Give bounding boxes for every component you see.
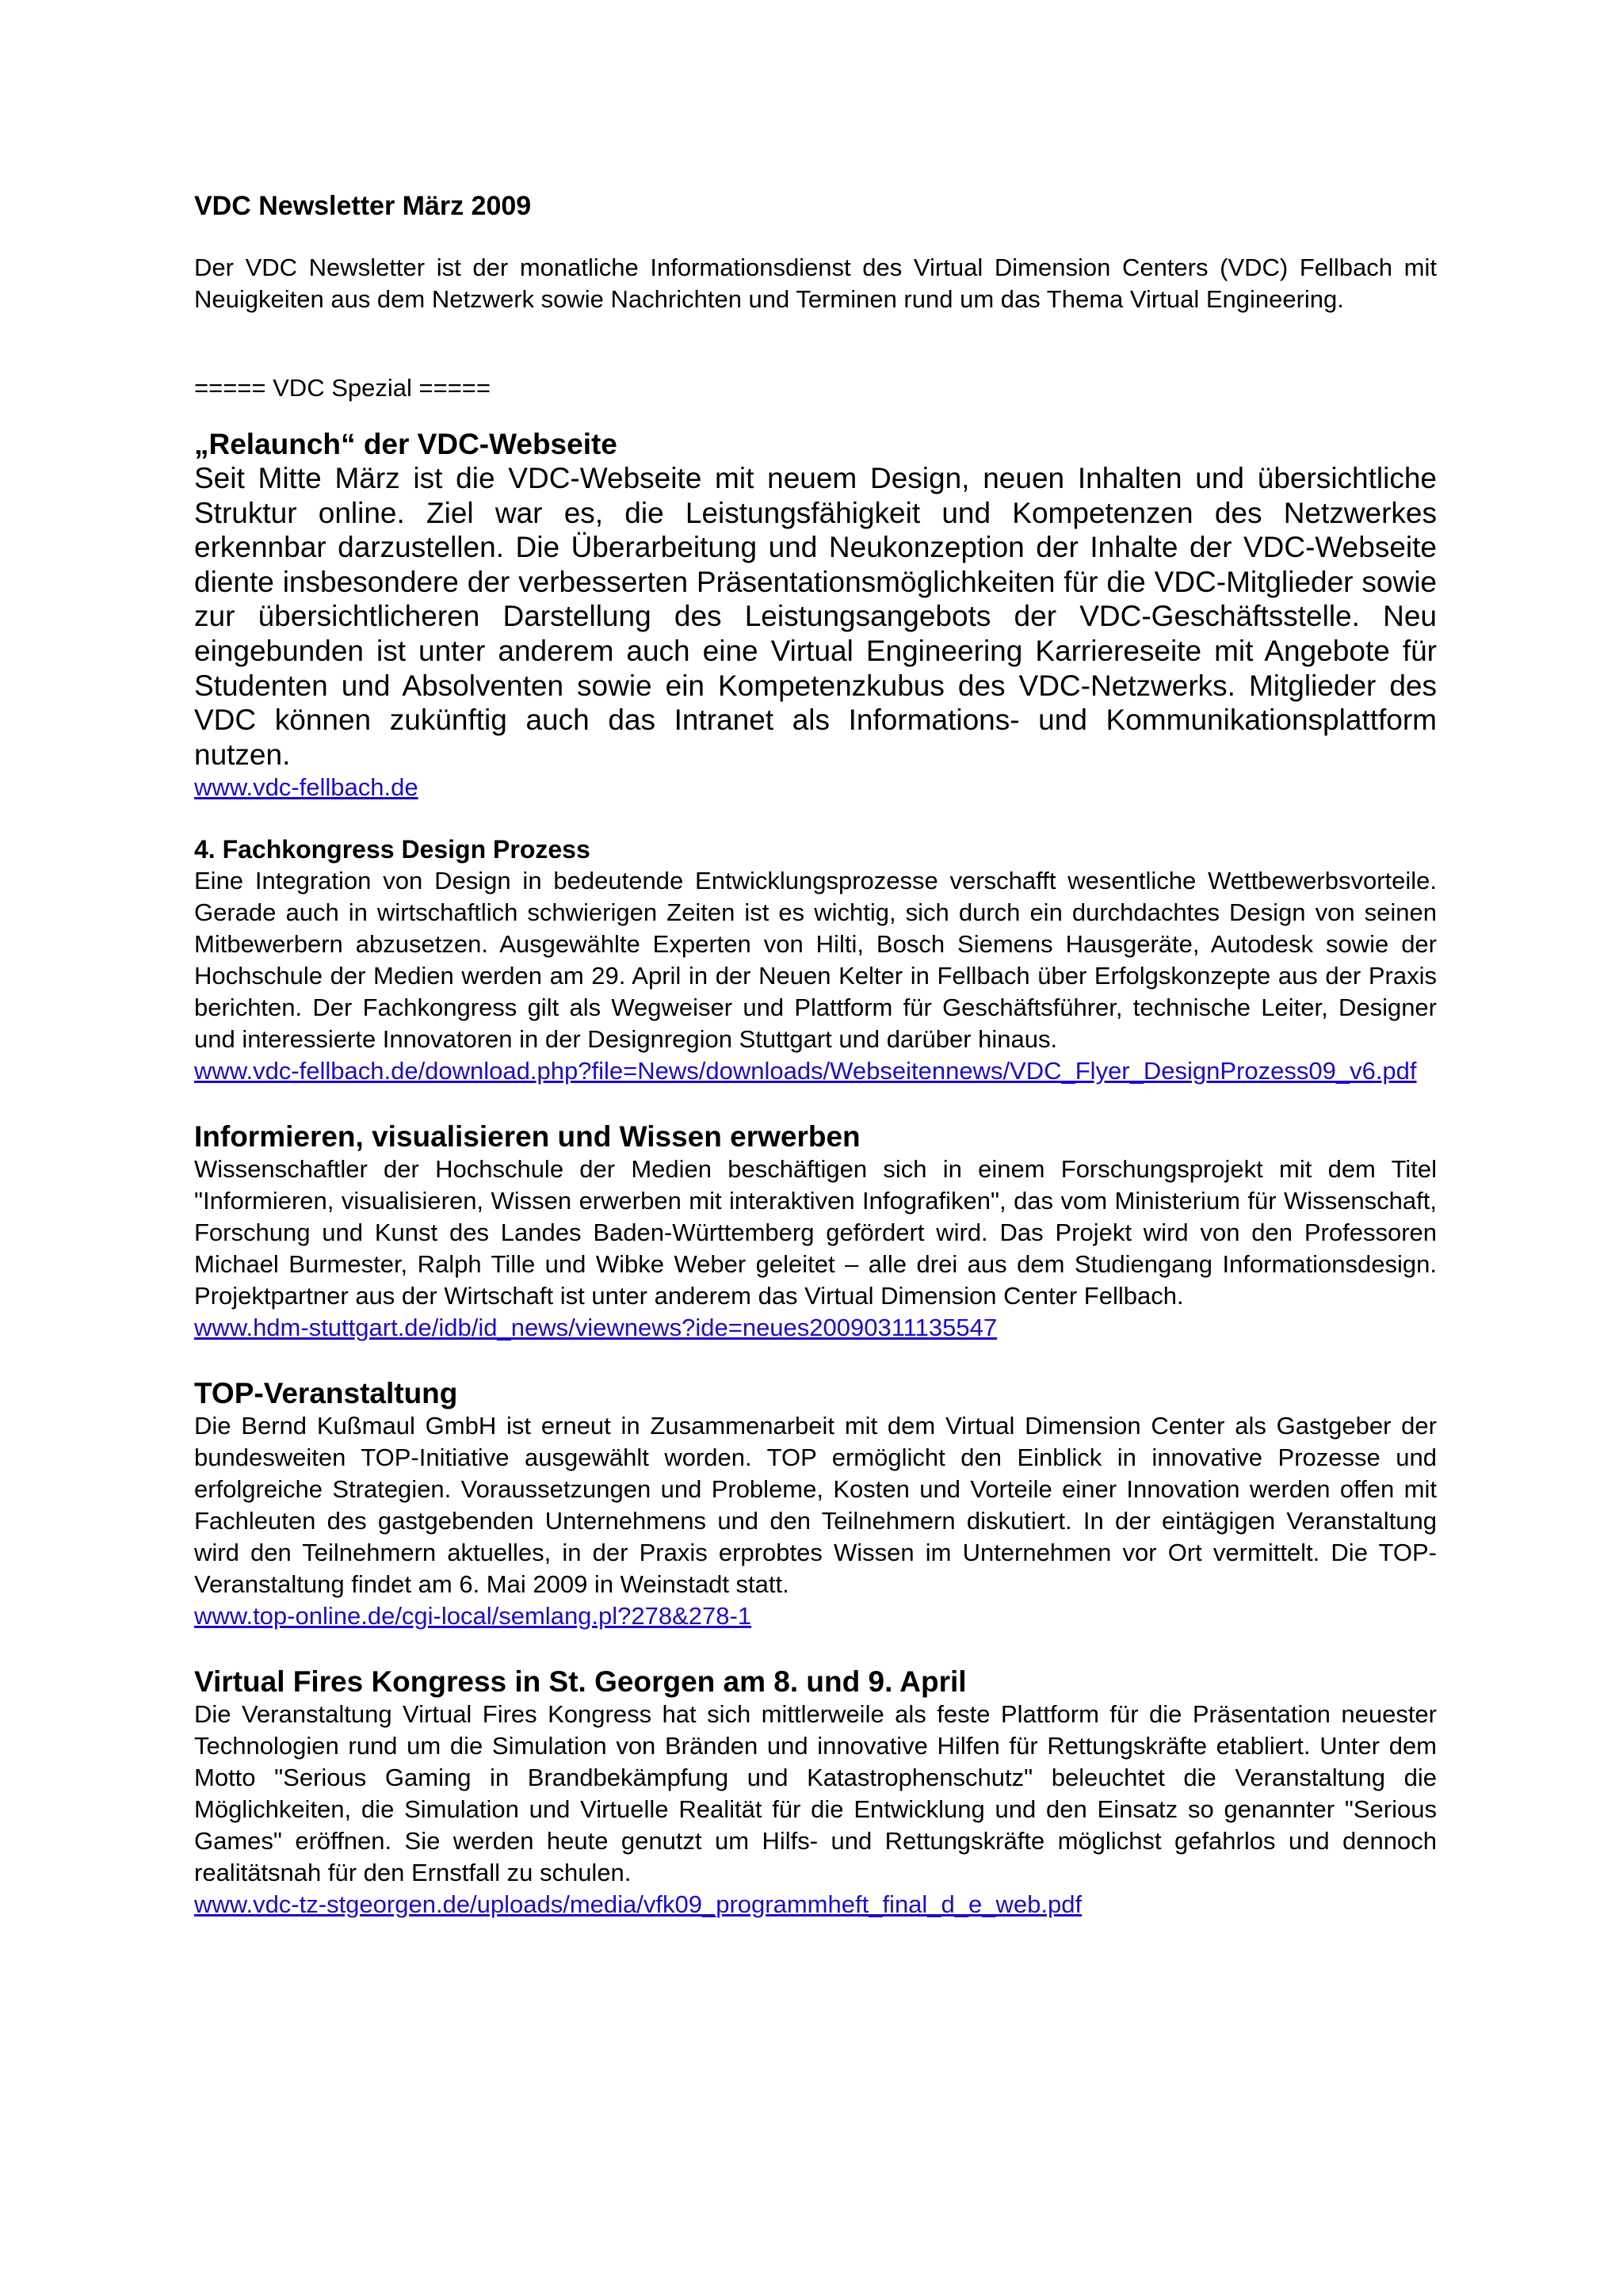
article-body: Seit Mitte März ist die VDC-Webseite mit neuem Design, neuen Inhalten und übersichtliche Struktur online. Ziel war es, die Leistungsfähigkeit und Kompetenzen des Netzwerkes erkennbar darzustellen. Die Überarbeitung und Neukonzeption der Inhalte der VDC-Webseite diente insbesondere der verbesserten Präsentationsmöglichkeiten für die VDC-Mitglieder sowie zur übersichtlicheren Darstellung des Leistungsangebots der VDC-Geschäftsstelle. Neu eingebunden ist unter anderem auch eine Virtual Engineering Karriereseite mit Angebote für Studenten und Absolventen sowie ein Kompetenzkubus des VDC-Netzwerks. Mitglieder des VDC können zukünftig auch das Intranet als Informations- und Kommunikationsplattform nutzen.: [194, 462, 1437, 771]
intro-paragraph: Der VDC Newsletter ist der monatliche Informationsdienst des Virtual Dimension Centers (VDC) Fellbach mit Neuigkeiten aus dem Netzwerk sowie Nachrichten und Terminen rund um das Thema Virtual Engineering.: [194, 254, 1437, 313]
article-body: Die Bernd Kußmaul GmbH ist erneut in Zusammenarbeit mit dem Virtual Dimension Center als Gastgeber der bundesweiten TOP-Initiative ausgewählt worden. TOP ermöglicht den Einblick in innovative Prozesse und erfolgreiche Strategien. Voraussetzungen und Probleme, Kosten und Vorteile einer Innovation werden offen mit Fachleuten des gastgebenden Unternehmens und den Teilnehmern diskutiert. In der eintägigen Veranstaltung wird den Teilnehmern aktuelles, in der Praxis erprobtes Wissen im Unternehmen vor Ort vermittelt. Die TOP-Veranstaltung findet am 6. Mai 2009 in Weinstadt statt.: [194, 1412, 1437, 1599]
page-title: VDC Newsletter März 2009: [194, 191, 532, 221]
article-top-veranstaltung: [194, 1377, 1437, 1632]
article-body: Die Veranstaltung Virtual Fires Kongress hat sich mittlerweile als feste Plattform für die Präsentation neuester Technologien rund um die Simulation von Bränden und innovative Hilfen für Rettungskräfte etabliert. Unter dem Motto "Serious Gaming in Brandbekämpfung und Katastrophenschutz" beleuchtet die Veranstaltung die Möglichkeiten, die Simulation und Virtuelle Realität für die Entwicklung und den Einsatz so genannter "Serious Games" eröffnen. Sie werden heute genutzt um Hilfs- und Rettungskräfte möglichst gefahrlos und dennoch realitätsnah für den Ernstfall zu schulen.: [194, 1700, 1437, 1887]
article-title: TOP-Veranstaltung: [194, 1377, 458, 1410]
article-informieren: [194, 1120, 1437, 1344]
article-link[interactable]: www.top-online.de/cgi-local/semlang.pl?278&278-1: [194, 1602, 752, 1630]
section-marker: ===== VDC Spezial =====: [194, 374, 491, 402]
article-relaunch: [194, 428, 1437, 803]
article-link[interactable]: www.hdm-stuttgart.de/idb/id_news/viewnews?ide=neues20090311135547: [194, 1314, 998, 1342]
article-body: Wissenschaftler der Hochschule der Medien beschäftigen sich in einem Forschungsprojekt mit dem Titel "Informieren, visualisieren, Wissen erwerben mit interaktiven Infografiken", das vom Ministerium für Wissenschaft, Forschung und Kunst des Landes Baden-Württemberg gefördert wird. Das Projekt wird von den Professoren Michael Burmester, Ralph Tille und Wibke Weber geleitet – alle drei aus dem Studiengang Informationsdesign. Projektpartner aus der Wirtschaft ist unter anderem das Virtual Dimension Center Fellbach.: [194, 1155, 1437, 1310]
article-fachkongress: [194, 833, 1437, 1087]
article-title: 4. Fachkongress Design Prozess: [194, 835, 590, 864]
newsletter-page: [194, 190, 1437, 1920]
article-title: Informieren, visualisieren und Wissen erwerben: [194, 1120, 861, 1154]
article-body: Eine Integration von Design in bedeutende Entwicklungsprozesse verschafft wesentliche Wettbewerbsvorteile. Gerade auch in wirtschaftlich schwierigen Zeiten ist es wichtig, sich durch ein durchdachtes Design von seinen Mitbewerbern abzusetzen. Ausgewählte Experten von Hilti, Bosch Siemens Hausgeräte, Autodesk sowie der Hochschule der Medien werden am 29. April in der Neuen Kelter in Fellbach über Erfolgskonzepte aus der Praxis berichten. Der Fachkongress gilt als Wegweiser und Plattform für Geschäftsführer, technische Leiter, Designer und interessierte Innovatoren in der Designregion Stuttgart und darüber hinaus.: [194, 867, 1437, 1054]
article-virtual-fires: [194, 1665, 1437, 1920]
article-link[interactable]: www.vdc-tz-stgeorgen.de/uploads/media/vfk09_programmheft_final_d_e_web.pdf: [194, 1890, 1083, 1919]
article-title: Virtual Fires Kongress in St. Georgen am 8. und 9. April: [194, 1665, 967, 1699]
article-link[interactable]: www.vdc-fellbach.de/download.php?file=News/downloads/Webseitennews/VDC_Flyer_DesignProzess09_v6.pdf: [194, 1057, 1417, 1085]
article-title: „Relaunch“ der VDC-Webseite: [194, 428, 617, 460]
article-link[interactable]: www.vdc-fellbach.de: [194, 773, 418, 802]
